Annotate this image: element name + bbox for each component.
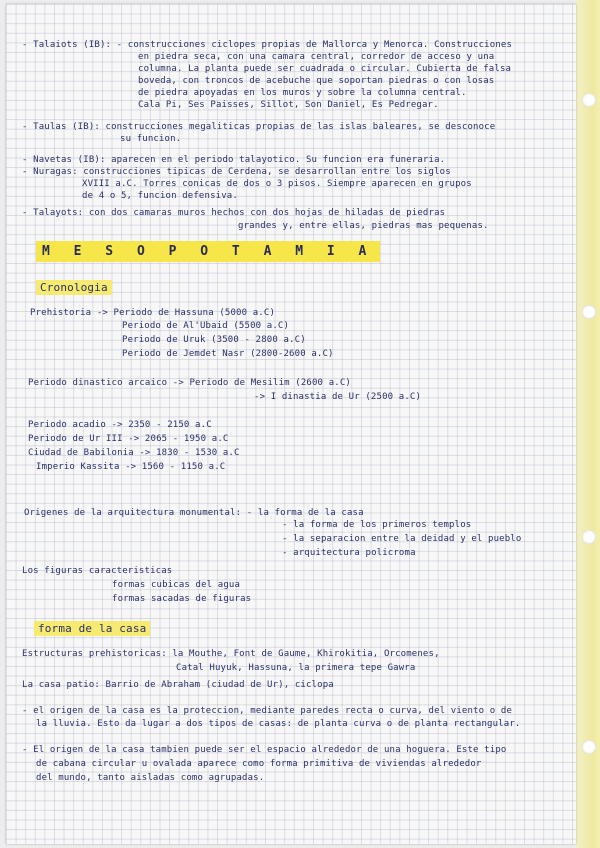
page-edge-strip: [576, 0, 600, 848]
note-line: [22, 208, 445, 219]
note-text: de cabana circular u ovalada aparece como forma primitiva de viviendas alrededor: [36, 759, 482, 769]
note-text: Origenes de la arquitectura monumental: - la forma de la casa: [24, 508, 364, 518]
note-line: [36, 282, 112, 295]
note-text: la lluvia. Esto da lugar a dos tipos de casas: de planta curva o de planta rectangular.: [36, 719, 521, 729]
note-text: - la forma de los primeros templos: [282, 520, 472, 530]
note-text: - Navetas (IB): aparecen en el periodo talayotico. Su funcion era funeraria.: [22, 155, 446, 165]
note-text: boveda, con troncos de acebuche que soportan piedras o con losas: [138, 76, 495, 86]
note-line: [22, 649, 440, 660]
note-line: [138, 76, 494, 87]
note-text: formas cubicas del agua: [112, 580, 241, 590]
notebook-page: [6, 4, 576, 844]
note-text: Periodo de Jemdet Nasr (2800-2600 a.C): [122, 349, 334, 359]
note-text: Catal Huyuk, Hassuna, la primera tepe Gawra: [176, 663, 416, 673]
section-title: M E S O P O T A M I A: [36, 241, 380, 262]
subheading: forma de la casa: [34, 621, 150, 636]
note-text: en piedra seca, con una camara central, corredor de acceso y una: [138, 52, 495, 62]
note-text: de 4 o 5, funcion defensiva.: [82, 191, 238, 201]
binder-hole: [582, 530, 596, 544]
binder-hole: [582, 305, 596, 319]
note-text: grandes y, entre ellas, piedras mas pequenas.: [238, 221, 489, 231]
note-line: [82, 191, 238, 202]
note-text: Periodo dinastico arcaico -> Periodo de Mesilim (2600 a.C): [28, 378, 351, 388]
note-line: [138, 64, 511, 75]
note-text: - arquitectura policroma: [282, 548, 416, 558]
binder-hole: [582, 740, 596, 754]
note-line: [254, 392, 421, 403]
note-line: [36, 773, 264, 784]
note-line: [28, 434, 228, 445]
binder-hole: [582, 93, 596, 107]
note-line: [122, 349, 334, 360]
note-text: - Nuragas: construcciones tipicas de Cerdena, se desarrollan entre los siglos: [22, 167, 451, 177]
subheading: Cronologia: [36, 280, 112, 295]
note-text: - El origen de la casa tambien puede ser el espacio alrededor de una hoguera. Este tipo: [22, 745, 507, 755]
note-text: de piedra apoyadas en los muros y sobre la columna central.: [138, 88, 467, 98]
note-text: - Taulas (IB): construcciones megaliticas propias de las islas baleares, se desconoce: [22, 122, 496, 132]
note-line: [28, 420, 212, 431]
note-text: Periodo acadio -> 2350 - 2150 a.C: [28, 420, 212, 430]
note-line: [138, 100, 439, 111]
note-text: columna. La planta puede ser cuadrada o circular. Cubierta de falsa: [138, 64, 512, 74]
note-line: [122, 335, 306, 346]
note-line: [112, 594, 251, 605]
note-line: [22, 680, 334, 691]
note-line: [112, 580, 240, 591]
note-text: XVIII a.C. Torres conicas de dos o 3 pisos. Siempre aparecen en grupos: [82, 179, 472, 189]
note-line: [120, 134, 181, 145]
note-line: [28, 448, 240, 459]
note-line: [24, 508, 364, 519]
note-line: [22, 706, 512, 717]
note-text: - Talayots: con dos camaras muros hechos con dos hojas de hiladas de piedras: [22, 208, 446, 218]
note-text: Cala Pi, Ses Paisses, Sillot, Son Daniel, Es Pedregar.: [138, 100, 439, 110]
note-line: [138, 88, 467, 99]
note-text: Los figuras caracteristicas: [22, 566, 173, 576]
note-text: Prehistoria -> Periodo de Hassuna (5000 a.C): [30, 308, 276, 318]
note-text: Periodo de Al'Ubaid (5500 a.C): [122, 321, 290, 331]
note-line: [36, 759, 481, 770]
note-line: [22, 167, 451, 178]
note-text: su funcion.: [120, 134, 182, 144]
note-line: [176, 663, 415, 674]
note-text: Imperio Kassita -> 1560 - 1150 a.C: [36, 462, 226, 472]
note-line: [22, 566, 172, 577]
note-line: [22, 155, 445, 166]
note-line: [282, 548, 416, 559]
note-line: [22, 745, 506, 756]
note-line: [138, 52, 494, 63]
note-line: [238, 221, 489, 232]
note-text: formas sacadas de figuras: [112, 594, 252, 604]
note-line: [36, 719, 520, 730]
note-line: [36, 462, 225, 473]
note-line: [30, 308, 275, 319]
note-text: Estructuras prehistoricas: la Mouthe, Font de Gaume, Khirokitia, Orcomenes,: [22, 649, 440, 659]
note-text: Periodo de Uruk (3500 - 2800 a.C): [122, 335, 306, 345]
note-text: -> I dinastia de Ur (2500 a.C): [254, 392, 422, 402]
note-text: - la separacion entre la deidad y el pueblo: [282, 534, 522, 544]
note-line: [282, 520, 471, 531]
note-text: Periodo de Ur III -> 2065 - 1950 a.C: [28, 434, 229, 444]
note-text: del mundo, tanto aisladas como agrupadas.: [36, 773, 265, 783]
note-text: - Talaiots (IB): - construcciones ciclopes propias de Mallorca y Menorca. Construcciones: [22, 40, 513, 50]
note-line: [22, 40, 512, 51]
note-line: [34, 623, 150, 636]
note-text: Ciudad de Babilonia -> 1830 - 1530 a.C: [28, 448, 240, 458]
note-text: - el origen de la casa es la proteccion, mediante paredes recta o curva, del viento o de: [22, 706, 513, 716]
note-line: [82, 179, 472, 190]
note-line: [22, 122, 495, 133]
note-line: [28, 378, 351, 389]
note-line: [282, 534, 521, 545]
note-line: [122, 321, 289, 332]
note-text: La casa patio: Barrio de Abraham (ciudad de Ur), ciclopa: [22, 680, 334, 690]
